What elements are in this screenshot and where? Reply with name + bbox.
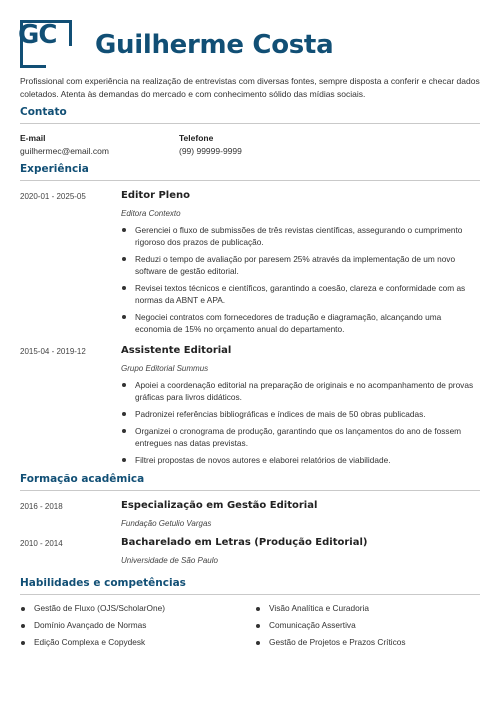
email-value: guilhermec@email.com xyxy=(20,146,109,156)
bullet-icon xyxy=(256,641,260,645)
job-title: Assistente Editorial xyxy=(121,345,232,356)
bullet-icon xyxy=(21,607,25,611)
bullet-icon xyxy=(122,383,126,387)
section-divider xyxy=(20,594,480,595)
skill-item: Visão Analítica e Curadoria xyxy=(255,603,369,614)
phone-label: Telefone xyxy=(179,133,214,143)
logo-frame-bottom xyxy=(20,65,46,68)
education-degree: Bacharelado em Letras (Produção Editorial) xyxy=(121,537,368,548)
job-achievements xyxy=(121,224,476,335)
list-item: Reduzi o tempo de avaliação por paresem 25% através da implementação de um novo software de gestão editorial. xyxy=(121,253,476,277)
job-company: Grupo Editorial Summus xyxy=(121,364,209,373)
bullet-icon xyxy=(21,641,25,645)
candidate-name: Guilherme Costa xyxy=(95,30,334,60)
bullet-icon xyxy=(256,607,260,611)
skill-item: Edição Complexa e Copydesk xyxy=(20,637,145,648)
job-dates: 2015-04 - 2019-12 xyxy=(20,347,86,356)
bullet-icon xyxy=(122,228,126,232)
list-item: Organizei o cronograma de produção, garantindo que os lançamentos do ano de fossem entregues nas datas previstas. xyxy=(121,425,476,449)
bullet-icon xyxy=(21,624,25,628)
bullet-icon xyxy=(256,624,260,628)
list-item: Apoiei a coordenação editorial na preparação de originais e no acompanhamento de provas gráficas para livros didáticos. xyxy=(121,379,476,403)
section-divider xyxy=(20,490,480,491)
section-divider xyxy=(20,180,480,181)
section-title-experience: Experiência xyxy=(20,163,89,175)
bullet-icon xyxy=(122,412,126,416)
education-school: Fundação Getulio Vargas xyxy=(121,519,212,528)
bullet-icon xyxy=(122,458,126,462)
job-title: Editor Pleno xyxy=(121,190,191,201)
bullet-icon xyxy=(122,429,126,433)
list-item: Negociei contratos com fornecedores de tradução e diagramação, alcançando uma economia de 15% no orçamento anual do departamento. xyxy=(121,311,476,335)
list-item: Gerenciei o fluxo de submissões de três revistas científicas, assegurando o cumprimento rigoroso dos prazos de publicação. xyxy=(121,224,476,248)
skill-item: Gestão de Projetos e Prazos Críticos xyxy=(255,637,406,648)
monogram-initials: GC xyxy=(18,20,57,50)
phone-value: (99) 99999-9999 xyxy=(179,146,242,156)
profile-summary: Profissional com experiência na realização de entrevistas com diversas fontes, sempre disposta a conferir e checar dados coletados. Atenta às demandas do mercado e com conhecimento sólido das mídias sociais. xyxy=(20,76,480,99)
skill-item: Gestão de Fluxo (OJS/ScholarOne) xyxy=(20,603,165,614)
section-divider xyxy=(20,123,480,124)
email-label: E-mail xyxy=(20,133,46,143)
education-school: Universidade de São Paulo xyxy=(121,556,218,565)
section-title-education: Formação acadêmica xyxy=(20,473,145,485)
list-item: Filtrei propostas de novos autores e elaborei relatórios de viabilidade. xyxy=(121,454,476,466)
bullet-icon xyxy=(122,257,126,261)
list-item: Padronizei referências bibliográficas e índices de mais de 50 obras publicadas. xyxy=(121,408,476,420)
list-item: Revisei textos técnicos e científicos, garantindo a coesão, clareza e conformidade com as normas da ABNT e APA. xyxy=(121,282,476,306)
job-achievements xyxy=(121,379,476,466)
job-dates: 2020-01 - 2025-05 xyxy=(20,192,86,201)
job-company: Editora Contexto xyxy=(121,209,181,218)
section-title-contact: Contato xyxy=(20,106,67,118)
skill-item: Comunicação Assertiva xyxy=(255,620,356,631)
education-dates: 2010 - 2014 xyxy=(20,539,63,548)
bullet-icon xyxy=(122,315,126,319)
skill-item: Domínio Avançado de Normas xyxy=(20,620,146,631)
bullet-icon xyxy=(122,286,126,290)
section-title-skills: Habilidades e competências xyxy=(20,577,186,589)
education-dates: 2016 - 2018 xyxy=(20,502,63,511)
education-degree: Especialização em Gestão Editorial xyxy=(121,500,318,511)
logo-frame-right xyxy=(69,20,72,46)
